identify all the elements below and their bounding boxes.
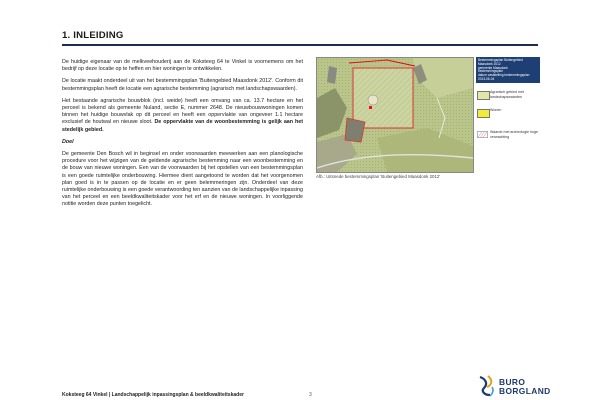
legend-swatch-agrarisch bbox=[477, 91, 490, 100]
paragraph-3 bbox=[62, 98, 303, 134]
doel-heading: Doel bbox=[62, 138, 74, 145]
body-text bbox=[62, 59, 303, 214]
heading-rule bbox=[62, 44, 538, 46]
legend-label-archeologie: Waarde met archeologie hoge verwachting bbox=[490, 130, 539, 139]
paragraph-3-bold: De oppervlakte van de woonbestemming is gelijk aan het stedelijk gebied. bbox=[62, 119, 303, 133]
section-heading: 1. INLEIDING bbox=[62, 30, 124, 41]
zoning-map-svg bbox=[317, 58, 473, 172]
page-number: 3 bbox=[309, 392, 312, 398]
logo-line-1: BURO bbox=[499, 377, 526, 387]
doel-paragraph: De gemeente Den Bosch wil in beginsel en onder voorwaarden meewerken aan een planologische procedure voor het wijzigen van de geldende agrarische bestemming naar een woonbestemming en de bouw van nieuwe woningen. Een van de voorwaarden bij het opstellen van een bestemmingsplan is een goede ruimtelijke onderbouwing. Hiermee dient aangetoond te worden dat het voorgenomen plan goed is in te passen op de locatie en er geen belemmeringen zijn. Onderdeel van deze ruimtelijke onderbouwing is een goede verantwoording ten aanzien van de landschappelijke inpassing van het perceel en een beeldkwaliteitskader voor het erf en de nieuwe woningen. In voorliggende notitie worden deze punten toegelicht. bbox=[62, 151, 303, 208]
legend-item-archeologie bbox=[476, 129, 540, 143]
legend-header-line: gemeente Maasdonk bbox=[478, 65, 508, 70]
logo-wordmark bbox=[499, 378, 551, 396]
legend-label-wonen: Wonen bbox=[490, 108, 502, 112]
logo-line-2: BORGLAND bbox=[499, 386, 551, 397]
legend-item-agrarisch bbox=[476, 89, 540, 103]
figure-caption: Afb.: Uitsnede bestemmingsplan 'Buitengebied Maasdonk 2012' bbox=[316, 174, 441, 179]
legend-header-line: datum vaststelling bestemmingsplan 2013-06-04 bbox=[478, 73, 530, 81]
footer-title: Koksteeg 64 Vinkel | Landschappelijk inpassingsplan & beeldkwaliteitskader bbox=[62, 392, 244, 398]
map-legend bbox=[476, 57, 540, 143]
logo-mark-icon bbox=[478, 375, 496, 397]
legend-header-line: bestemmingsplan bbox=[478, 69, 503, 74]
zoning-map-image bbox=[316, 57, 474, 173]
paragraph-1: De huidige eigenaar van de melkveehouderij aan de Koksteeg 64 te Vinkel is voornemens om het bedrijf op deze locatie op te heffen en hier woningen te ontwikkelen. bbox=[62, 59, 303, 73]
legend-header bbox=[476, 57, 540, 83]
paragraph-2: De locatie maakt onderdeel uit van het bestemmingsplan 'Buitengebied Maasdonk 2012'. Conform dit bestemmingsplan heeft de locatie een agrarische bestemming (agrarisch met landschapswaarden). bbox=[62, 78, 303, 92]
paragraph-3-text: Het bestaande agrarische bouwblok (incl. weide) heeft een omvang van ca. 13.7 hectare en het perceel is bekend als gemeente Nuland, sectie E, nummer 2648. De nieuwbouwwoningen komen binnen het huidige bouwvlak op dit perceel en heeft een oppervlakte van ongeveer 1.1 hectare exclusief de houtwal en nieuwe sloot. bbox=[62, 97, 303, 126]
legend-header-line: Maasdonk 2012 bbox=[478, 61, 501, 66]
legend-header-line: Bestemmingsplan Buitengebied bbox=[478, 58, 523, 62]
legend-swatch-archeologie bbox=[477, 131, 488, 138]
buro-borgland-logo bbox=[478, 375, 551, 399]
legend-item-wonen bbox=[476, 107, 540, 121]
legend-swatch-wonen bbox=[477, 109, 490, 118]
legend-label-agrarisch: Agrarisch gebied met landschapswaarden bbox=[490, 90, 524, 99]
